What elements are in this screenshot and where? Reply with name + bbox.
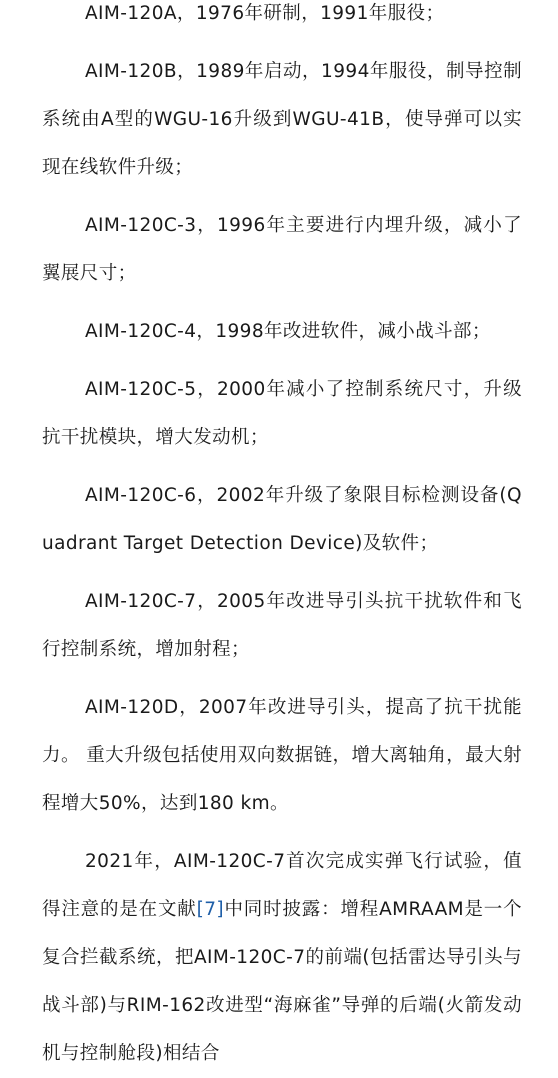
- document-body: [42, 0, 522, 1078]
- paragraph-aim-120d: AIM-120D，2007年改进导引头，提高了抗干扰能力。 重大升级包括使用双向数据链，增大离轴角，最大射程增大50%，达到180 km。: [42, 697, 522, 814]
- paragraph-aim-120b: AIM-120B，1989年启动，1994年服役，制导控制系统由A型的WGU-16升级到WGU-41B，使导弹可以实现在线软件升级；: [42, 61, 522, 178]
- paragraph-2021-text-before: 2021年，AIM-120C-7首次完成实弹飞行试验，值得注意的是在文献: [42, 851, 522, 920]
- paragraph-aim-120c-4: AIM-120C-4，1998年改进软件，减小战斗部；: [85, 321, 491, 342]
- paragraph-aim-120c-7: AIM-120C-7，2005年改进导引头抗干扰软件和飞行控制系统，增加射程；: [42, 591, 522, 660]
- paragraph-2021-test: [42, 838, 522, 1078]
- paragraph-aim-120c-6: AIM-120C-6，2002年升级了象限目标检测设备(Quadrant Target Detection Device)及软件；: [42, 485, 522, 554]
- paragraph-aim-120c-5: AIM-120C-5，2000年减小了控制系统尺寸，升级抗干扰模块，增大发动机；: [42, 379, 522, 448]
- paragraph-aim-120a: AIM-120A，1976年研制，1991年服役；: [85, 3, 445, 24]
- paragraph-aim-120c-3: AIM-120C-3，1996年主要进行内埋升级，减小了翼展尺寸；: [42, 215, 522, 284]
- reference-link-7[interactable]: [7]: [196, 899, 225, 920]
- paragraph-2021-text-after: 中同时披露：增程AMRAAM是一个复合拦截系统，把AIM-120C-7的前端(包括雷达导引头与战斗部)与RIM-162改进型“海麻雀”导弹的后端(火箭发动机与控制舱段)相结合: [42, 899, 523, 1064]
